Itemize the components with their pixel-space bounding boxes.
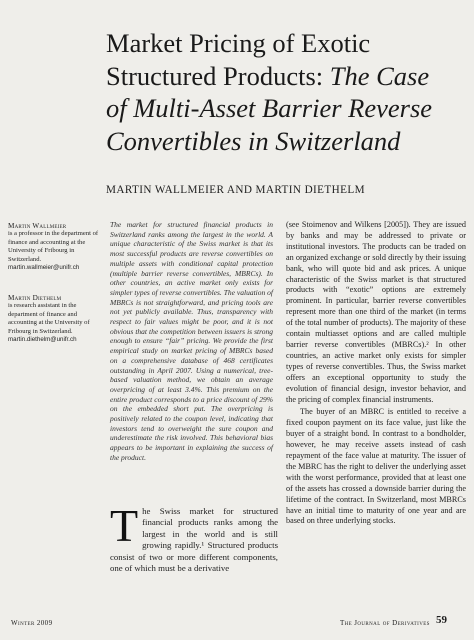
bio-text: is a professor in the department of finance and accounting at the University of Fribourg in Switzerland. (8, 230, 99, 263)
body-paragraph: The buyer of an MBRC is entitled to receive a fixed coupon payment on its face value, just like the buyer of a straight bond. In contrast to a bondholder, however, he may receive assets instead of cash repayment of the face value at maturity. The issuer of the MBRC has the right to deliver the underlying asset with the worst performance, provided that at least one of the assets has crossed a downside barrier during the lifetime of the contract. In Switzerland, most MBRCs have an initial time to maturity of one year and are based on three underlying stocks. (286, 407, 466, 526)
title-line-3 (106, 92, 466, 125)
title-line-1: Market Pricing of Exotic (106, 28, 371, 58)
intro-paragraph (110, 500, 278, 574)
bio-text: is research assistant in the department of finance and accounting at the University of Fribourg in Switzerland. (8, 302, 90, 335)
bio-name: Martin Diethelm (8, 294, 62, 302)
footer-issue-date: Winter 2009 (11, 619, 53, 627)
intro-text: he Swiss market for structured financial products ranks among the largest in the world and is still growing rapidly.¹ Structured products consist of two or more different components, one of which must be a derivative (110, 506, 278, 574)
right-column (286, 220, 466, 527)
body-paragraph: (see Stoimenov and Wilkens [2005]). They are issued by banks and may be addressed to private or institutional investors. The products can be traded on an organized exchange or sold directly by their issuing bank, who will quote bid and ask prices. A unique characteristic of the Swiss market is that structured products with “exotic” options are extremely prominent. In particular, barrier reverse convertibles represent more than one third of the market (in terms of the total number of products). The majority of these contain multiasset options and are called multiple barrier reverse convertibles (MBRCs).² In other countries, an active market only exists for simpler types of reverse convertibles. Thus, the Swiss market offers an exceptional opportunity to study the evolution of financial design, investor behavior, and the pricing of complex financial instruments. (286, 220, 466, 404)
bio-email[interactable]: martin.wallmeier@unifr.ch (8, 264, 80, 272)
author-bio-diethelm (8, 294, 104, 344)
title-line-2-roman: Structured Products: (106, 60, 330, 91)
bio-name: Martin Wallmeier (8, 222, 67, 230)
bio-email[interactable]: martin.diethelm@unifr.ch (8, 336, 77, 344)
author-byline: MARTIN WALLMEIER AND MARTIN DIETHELM (106, 184, 365, 196)
page-number: 59 (436, 614, 447, 626)
title-line-2 (106, 60, 466, 93)
title-line-4-italic: Convertibles in Switzerland (106, 125, 401, 156)
abstract: The market for structured financial products in Switzerland ranks among the largest in the world. A unique characteristic of the Swiss market is that its most successful products are reverse convertibles on multiple assets with conditional capital protection (multiple barrier reverse convertibles, MBRCs). In other countries, an active market only exists for simpler types of reverse convertibles. The valuation of MBRCs is not straightforward, and pricing tools are not yet publicly available. Thus, transparency with respect to fair values might be poor, and it is not obvious that the competition between issuers is strong enough to ensure “fair” pricing. We provide the first empirical study on market pricing of MBRCs based on a comprehensive database of 468 certificates outstanding in April 2007. Using a numerical, tree-based valuation method, we obtain an average overpricing of at least 3.4%. This premium on the entire product corresponds to a price discount of 29% on the embedded short put. The overpricing is positively related to the coupon level, indicating that investors tend to overweight the sure coupon and underestimate the risk involved. This behavioral bias appears to be important in explaining the success of the product. (110, 220, 273, 462)
title-line-2-italic: The Case (329, 60, 430, 91)
article-title (106, 27, 466, 157)
drop-cap: T (110, 500, 139, 551)
title-line-4 (106, 125, 466, 158)
author-bio-wallmeier (8, 222, 104, 272)
footer-journal-name: The Journal of Derivatives (340, 619, 430, 627)
title-line-3-italic: of Multi-Asset Barrier Reverse (106, 93, 433, 123)
